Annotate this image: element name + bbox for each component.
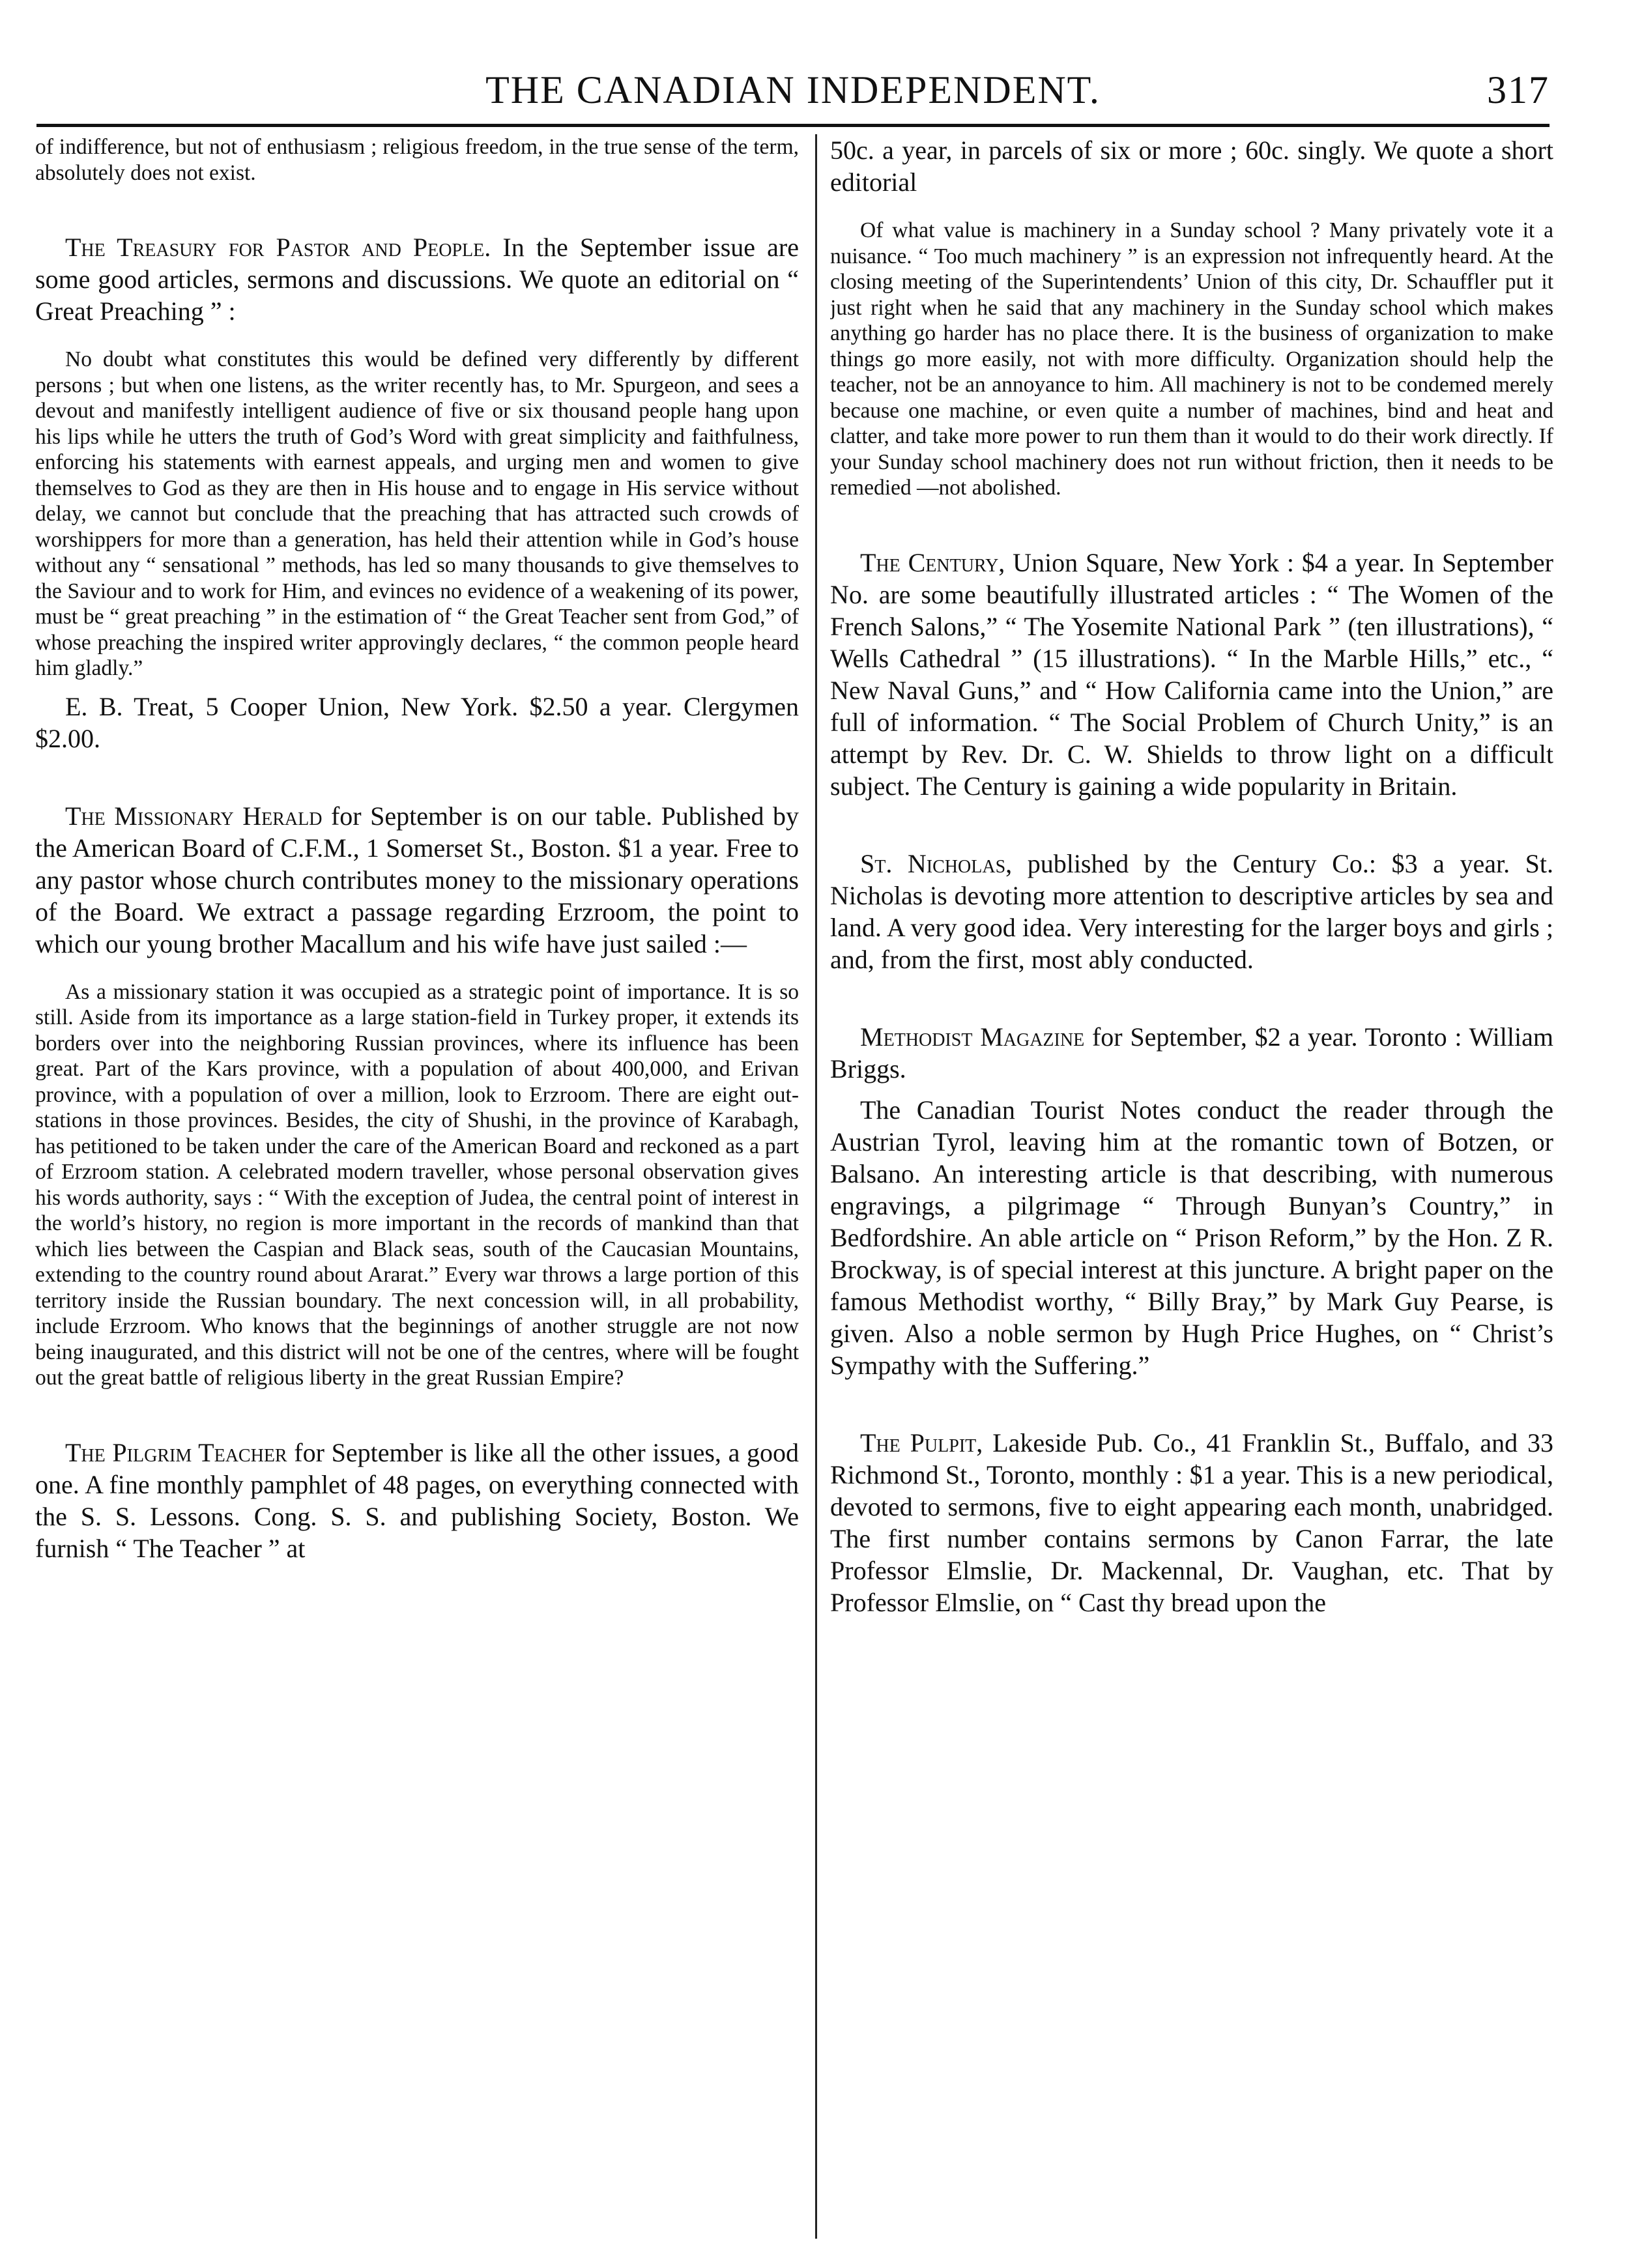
running-header [36,68,1550,125]
review-century [830,547,1553,802]
review-title: The Pilgrim Teacher [65,1437,287,1467]
review-pulpit [830,1427,1553,1618]
right-column [830,134,1553,2245]
review-title: St. Nicholas, [860,848,1013,878]
quoted-passage: As a missionary station it was occupied as a strategic point of importance. It is so still. Aside from its importance as a large station-field in Turkey proper, it extends its borders over into the neighboring Russian provinces, where its influence has been great. Part of the Kars province, with a population of about 400,000, and Erivan province, with a population of over a million, look to Erzroom. There are eight out-stations in those provinces. Besides, the city of Shushi, in the province of Karabagh, has petitioned to be taken under the care of the American Board and reckoned as a part of Erzroom station. A celebrated modern traveller, whose personal observation gives his words authority, says : “ With the exception of Judea, the central point of interest in the world’s history, no region is more important in the records of mankind than that which lies between the Caspian and Black seas, south of the Caucasian Mountains, extending to the country round about Ararat.” Every war throws a large portion of this territory inside the Russian boundary. The next concession will, in all probability, include Erzroom. Who knows that the beginnings of another struggle are not now being inaugurated, and this district will not be one of the centres, where will be fought out the great battle of religious liberty in the great Russian Empire? [35,979,799,1390]
review-methodist-magazine [830,1021,1553,1085]
review-title: The Missionary Herald [65,801,323,831]
publisher-info: E. B. Treat, 5 Cooper Union, New York. $2.50 a year. Clergymen $2.00. [35,691,799,753]
journal-title: THE CANADIAN INDEPENDENT. [485,68,1101,111]
review-text: published by the Century Co.: $3 a year. St. Nicholas is devoting more attention to descriptive articles by sea and land. A very good idea. Very interesting for the larger boys and girls ; and, from the first, most ably conducted. [830,848,1553,974]
review-paragraph: The Canadian Tourist Notes conduct the reader through the Austrian Tyrol, leaving him at the romantic town of Botzen, or Balsano. An interesting article is that describing, with numerous engravings, a pilgrimage “ Through Bunyan’s Country,” in Bedfordshire. An able article on “ Prison Reform,” by the Hon. Z R. Brockway, is of special interest at this juncture. A bright paper on the famous Methodist worthy, “ Billy Bray,” by Mark Guy Pearse, is given. Also a noble sermon by Hugh Price Hughes, on “ Christ’s Sympathy with the Suffering.” [830,1095,1553,1380]
review-intro: In the September issue are some good articles, sermons and discussions. We quote an editorial on “ Great Preaching ” : [35,233,799,326]
review-text: for September, $2 a year. Toronto : William Briggs. [830,1022,1553,1084]
review-intro: for September is on our table. Published by the American Board of C.F.M., 1 Somerset St., Boston. $1 a year. Free to any pastor whose church contributes money to the missionary operations of the Board. We extract a passage regarding Erzroom, the point to which our young brother Macallum and his wife have just sailed :— [35,801,799,958]
review-pilgrim-teacher [35,1437,799,1564]
quoted-editorial: Of what value is machinery in a Sunday school ? Many privately vote it a nuisance. “ Too much machinery ” is an expression not infrequently heard. At the closing meeting of the Superintendents’ Union of this city, Dr. Schauffler put it just right when he said that any machinery in the Sunday school which makes anything go harder has no place there. It is the business of organization to make things go more easily, not with more difficulty. Organization should help the teacher, not be an annoyance to him. All machinery is not to be condemed merely because one machine, or even quite a number of machines, bind and heat and clatter, and take more power to run them than it would to do their work directly. If your Sunday school machinery does not run without friction, then it needs to be remedied —not abolished. [830,218,1553,500]
review-st-nicholas [830,848,1553,975]
header-rule [36,124,1550,127]
review-intro: for September is like all the other issues, a good one. A fine monthly pamphlet of 48 pages, on everything connected with the S. S. Lessons. Cong. S. S. and publishing Society, Boston. We furnish “ The Teacher ” at [35,1437,799,1563]
review-treasury [35,231,799,327]
continued-paragraph: of indifference, but not of enthusiasm ; religious freedom, in the true sense of the term, absolutely does not exist. [35,135,799,185]
column-divider [815,134,817,2239]
left-column [35,134,799,2245]
review-text: Lakeside Pub. Co., 41 Franklin St., Buffalo, and 33 Richmond St., Toronto, monthly : $1 a year. This is a new periodical, devoted to sermons, five to eight appearing each month, unabridged. The first number contains sermons by Canon Farrar, the late Professor Elmslie, Dr. Mackennal, Dr. Vaughan, etc. That by Professor Elmslie, on “ Cast thy bread upon the [830,1428,1553,1617]
continued-paragraph: 50c. a year, in parcels of six or more ; 60c. singly. We quote a short editorial [830,136,1553,197]
review-text: Union Square, New York : $4 a year. In September No. are some beautifully illustrated articles : “ The Women of the French Salons,” “ The Yosemite National Park ” (ten illustrations), “ Wells Cathedral ” (15 illustrations). “ In the Marble Hills,” etc., “ New Naval Guns,” and “ How California came into the Union,” are full of information. “ The Social Problem of Church Unity,” is an attempt by Rev. Dr. C. W. Shields to throw light on a difficult subject. The Century is gaining a wide popularity in Britain. [830,547,1553,801]
review-title: The Treasury for Pastor and People. [65,233,491,262]
review-title: The Century, [860,547,1005,577]
review-title: Methodist Magazine [860,1022,1085,1052]
quoted-editorial: No doubt what constitutes this would be defined very differently by different persons ; but when one listens, as the writer recently has, to Mr. Spurgeon, and sees a devout and manifestly intelligent audience of five or six thousand people hang upon his lips while he utters the truth of God’s Word with great simplicity and faithfulness, enforcing his statements with earnest appeals, and urging men and women to give themselves to God as they are then in His house and to engage in His service without delay, we cannot but conclude that the preaching that has attracted such crowds of worshippers for more than a generation, has held their attention while in God’s house without any “ sensational ” methods, has led so many thousands to give themselves to the Saviour and to work for Him, and evinces no evidence of a weakening of its power, must be “ great preaching ” in the estimation of “ the Great Teacher sent from God,” of whose preaching the inspired writer approvingly declares, “ the common people heard him gladly.” [35,347,799,680]
review-missionary-herald [35,800,799,960]
page-number: 317 [1487,68,1550,111]
review-title: The Pulpit, [860,1428,983,1457]
